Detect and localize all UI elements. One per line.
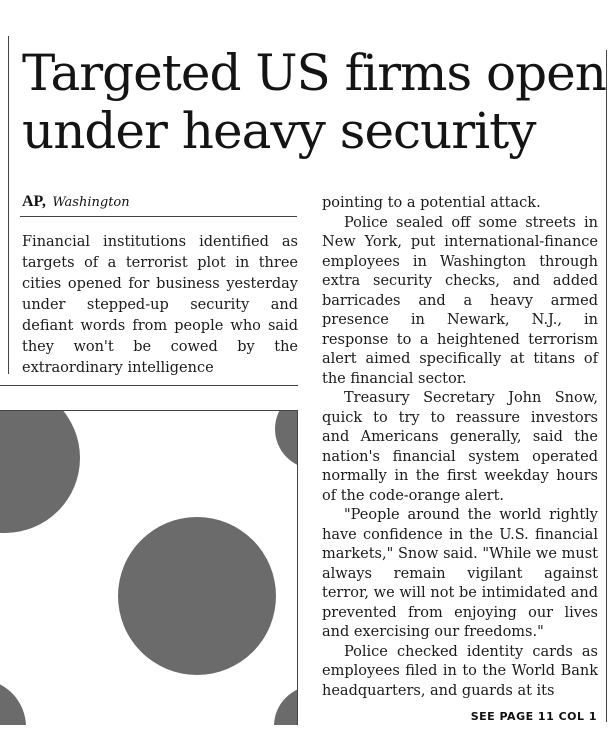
- right-column: [322, 194, 598, 701]
- photo-dot: [275, 410, 298, 469]
- byline: [22, 193, 297, 211]
- byline-place: Washington: [52, 195, 130, 210]
- photo-dot: [274, 686, 298, 725]
- byline-agency: AP,: [22, 193, 46, 210]
- headline-line-1: Targeted US firms open: [22, 44, 606, 102]
- byline-rule: [20, 216, 297, 217]
- photo-dot: [0, 679, 26, 725]
- photo-placeholder: [0, 410, 298, 725]
- body-paragraph: "People around the world rightly have confidence in the U.S. financial markets," Snow said. "While we must always remain vigilant against terror, we will not be intimidated and prevented from enjoying our lives and exercising our freedoms.": [322, 507, 598, 640]
- left-column: [22, 232, 298, 379]
- right-column-rule: [606, 50, 607, 722]
- photo-dot: [118, 517, 276, 675]
- left-column-rule: [8, 36, 9, 374]
- photo-separator-rule: [0, 385, 298, 386]
- body-paragraph: Treasury Secretary John Snow, quick to try to reassure investors and Americans generally, said the nation's financial system operated normally in the first weekday hours of the code-orange alert.: [322, 390, 598, 504]
- body-paragraph: Police checked identity cards as employees filed in to the World Bank headquarters, and guards at its: [322, 643, 598, 699]
- jump-line: SEE PAGE 11 COL 1: [470, 710, 597, 723]
- photo-dot: [0, 410, 80, 533]
- body-paragraph: pointing to a potential attack.: [322, 195, 541, 211]
- headline: [22, 44, 606, 160]
- lede-paragraph: Financial institutions identified as targets of a terrorist plot in three cities opened for business yesterday under stepped-up security and defiant words from people who said they won't be cowed by the extraordinary intelligence: [22, 234, 298, 376]
- headline-line-2: under heavy security: [22, 102, 536, 160]
- body-paragraph: Police sealed off some streets in New York, put international-finance employees in Washington through extra security checks, and added barricades and a heavy armed presence in Newark, N.J., in response to a heightened terrorism alert aimed specifically at titans of the financial sector.: [322, 214, 598, 387]
